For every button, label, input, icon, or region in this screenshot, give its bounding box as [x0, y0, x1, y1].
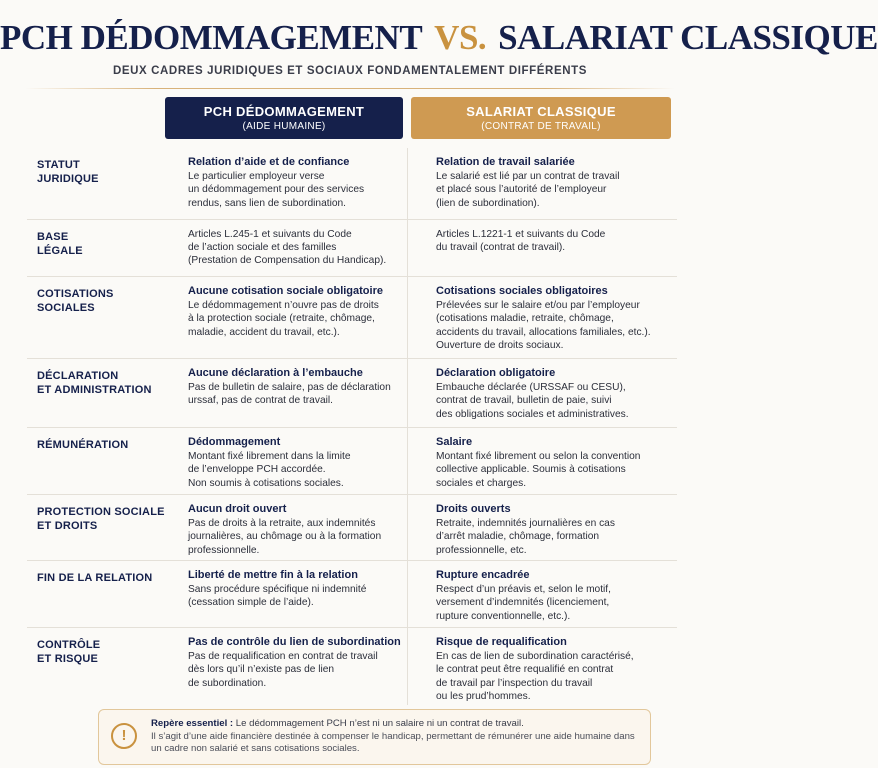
cell-salariat	[436, 228, 676, 254]
cell-body: Sans procédure spécifique ni indemnité (cessation simple de l’aide).	[188, 584, 367, 609]
column-header-pch	[165, 97, 403, 139]
cell-pch	[188, 228, 408, 268]
row-label: RÉMUNÉRATION	[37, 439, 129, 451]
cell-body: Montant fixé librement dans la limite de l’enveloppe PCH accordée. Non soumis à cotisations sociales.	[188, 451, 351, 489]
title-vs: VS.	[434, 18, 487, 57]
row-remuneration	[27, 427, 677, 494]
row-label: COTISATIONS SOCIALES	[37, 288, 114, 314]
row-protection-sociale	[27, 494, 677, 560]
cell-salariat	[436, 503, 676, 557]
row-fin-relation	[27, 560, 677, 627]
cell-salariat	[436, 285, 676, 352]
cell-pch	[188, 636, 408, 690]
cell-body: Respect d’un préavis et, selon le motif, versement d’indemnités (licenciement, rupture conventionnelle, etc.).	[436, 584, 611, 622]
cell-title: Aucun droit ouvert	[188, 503, 287, 515]
column-header-pch-title: PCH DÉDOMMAGEMENT	[203, 104, 365, 119]
cell-title: Dédommagement	[188, 436, 281, 448]
key-note-callout	[98, 709, 651, 765]
row-label: CONTRÔLE ET RISQUE	[37, 639, 101, 665]
header-divider	[25, 88, 675, 89]
cell-body: Le particulier employeur verse un dédommagement pour des services rendus, sans lien de subordination.	[188, 171, 365, 209]
key-note-lead: Repère essentiel :	[151, 718, 234, 729]
page-subtitle: DEUX CADRES JURIDIQUES ET SOCIAUX FONDAMENTALEMENT DIFFÉRENTS	[112, 65, 588, 77]
cell-pch	[188, 156, 408, 210]
cell-title: Risque de requalification	[436, 636, 567, 648]
cell-body: Pas de requalification en contrat de travail dès lors qu’il n’existe pas de lien de subordination.	[188, 651, 378, 689]
cell-title: Aucune déclaration à l’embauche	[188, 367, 363, 379]
cell-body: Le dédommagement n’ouvre pas de droits à la protection sociale (retraite, chômage, maladie, accident du travail, etc.).	[188, 300, 379, 338]
exclamation-icon: !	[111, 723, 137, 749]
key-note-line1: Le dédommagement PCH n’est ni un salaire ni un contrat de travail.	[235, 718, 524, 729]
cell-body: Articles L.1221-1 et suivants du Code du travail (contrat de travail).	[436, 229, 606, 254]
cell-salariat	[436, 367, 676, 421]
cell-title: Liberté de mettre fin à la relation	[188, 569, 358, 581]
column-header-salariat-subtitle: (CONTRAT DE TRAVAIL)	[481, 121, 601, 132]
cell-pch	[188, 503, 408, 557]
cell-body: Le salarié est lié par un contrat de travail et placé sous l’autorité de l’employeur (lien de subordination).	[436, 171, 620, 209]
cell-title: Pas de contrôle du lien de subordination	[188, 636, 401, 648]
cell-pch	[188, 285, 408, 339]
cell-title: Cotisations sociales obligatoires	[436, 285, 608, 297]
row-declaration-administration	[27, 358, 677, 427]
title-left: PCH DÉDOMMAGEMENT	[0, 18, 423, 57]
cell-body: Montant fixé librement ou selon la convention collective applicable. Soumis à cotisations sociales et charges.	[436, 451, 641, 489]
row-cotisations-sociales	[27, 276, 677, 358]
cell-body: En cas de lien de subordination caractérisé, le contrat peut être requalifié en contrat de travail par l’inspection du travail ou les prud’hommes.	[436, 651, 634, 702]
cell-salariat	[436, 436, 676, 490]
row-label: FIN DE LA RELATION	[37, 572, 153, 584]
cell-title: Relation d’aide et de confiance	[188, 156, 350, 168]
cell-salariat	[436, 569, 676, 623]
title-right: SALARIAT CLASSIQUE	[498, 18, 878, 57]
column-header-salariat-title: SALARIAT CLASSIQUE	[466, 104, 616, 119]
row-label: PROTECTION SOCIALE ET DROITS	[37, 506, 165, 532]
cell-pch	[188, 436, 408, 490]
cell-title: Rupture encadrée	[436, 569, 530, 581]
cell-body: Prélevées sur le salaire et/ou par l’employeur (cotisations maladie, retraite, chômage, accidents du travail, allocations familiales, etc.). Ouverture de droits sociaux.	[436, 300, 651, 351]
row-label: BASE LÉGALE	[37, 231, 83, 257]
cell-salariat	[436, 636, 676, 703]
cell-title: Salaire	[436, 436, 473, 448]
cell-body: Pas de bulletin de salaire, pas de déclaration urssaf, pas de contrat de travail.	[188, 382, 391, 407]
cell-body: Embauche déclarée (URSSAF ou CESU), contrat de travail, bulletin de paie, suivi des obligations sociales et administratives.	[436, 382, 629, 420]
row-label: STATUT JURIDIQUE	[37, 159, 99, 185]
cell-title: Droits ouverts	[436, 503, 511, 515]
key-note-line2: Il s’agit d’une aide financière destinée à compenser le handicap, permettant de rémunérer une aide humaine dans un cadre non salarié et sans cotisations sociales.	[151, 730, 635, 755]
cell-body: Pas de droits à la retraite, aux indemnités journalières, au chômage ou à la formation professionnelle.	[188, 518, 382, 556]
cell-pch	[188, 367, 408, 408]
cell-body: Retraite, indemnités journalières en cas d’arrêt maladie, chômage, formation professionnelle, etc.	[436, 518, 615, 556]
row-controle-risque	[27, 627, 677, 705]
comparison-table	[27, 148, 677, 705]
cell-body: Articles L.245-1 et suivants du Code de l’action sociale et des familles (Prestation de Compensation du Handicap).	[188, 229, 387, 267]
cell-pch	[188, 569, 408, 610]
cell-title: Déclaration obligatoire	[436, 367, 556, 379]
cell-salariat	[436, 156, 676, 210]
key-note-text	[151, 718, 641, 756]
row-statut-juridique	[27, 148, 677, 219]
page-title	[0, 18, 878, 58]
column-header-pch-subtitle: (AIDE HUMAINE)	[242, 121, 326, 132]
column-header-salariat	[411, 97, 671, 139]
row-label: DÉCLARATION ET ADMINISTRATION	[37, 370, 152, 396]
cell-title: Aucune cotisation sociale obligatoire	[188, 285, 383, 297]
row-base-legale	[27, 219, 677, 276]
cell-title: Relation de travail salariée	[436, 156, 575, 168]
